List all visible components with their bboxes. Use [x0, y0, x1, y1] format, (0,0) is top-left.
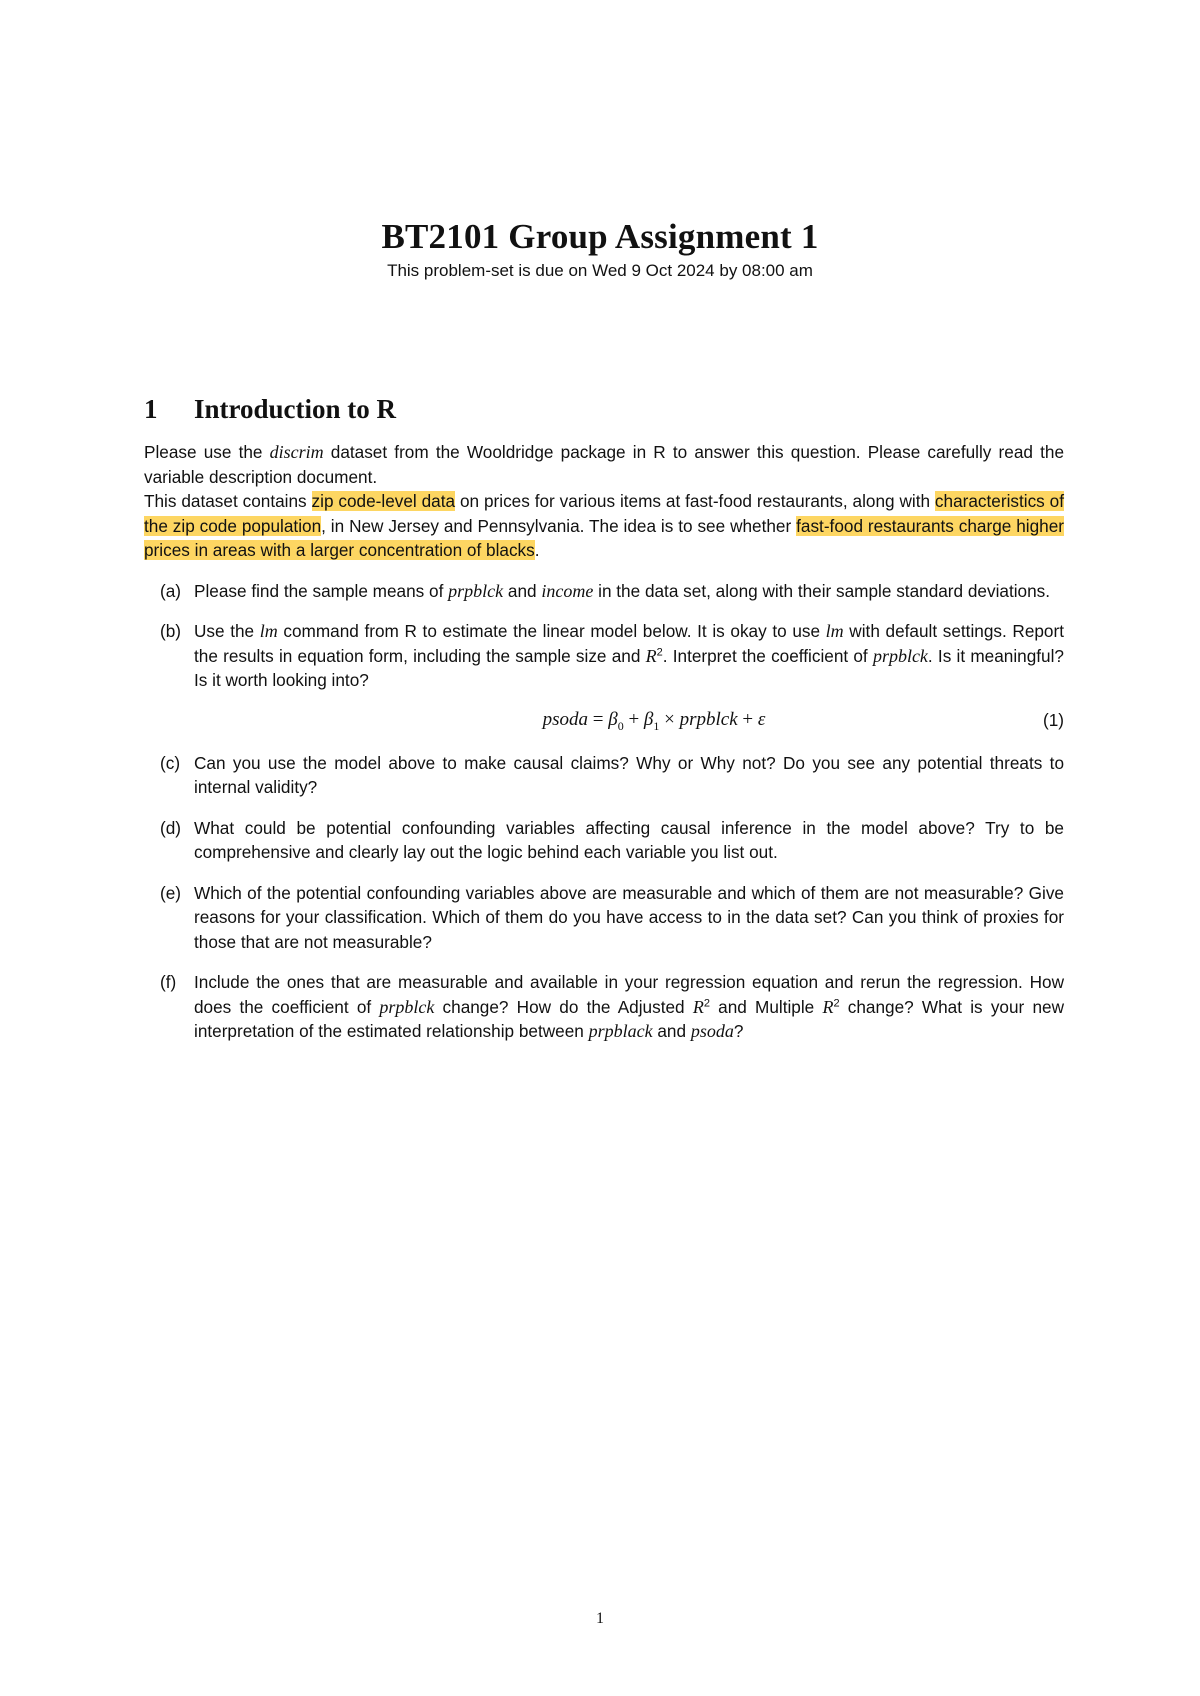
eq-subscript: 0 — [617, 718, 624, 733]
text-run: in the data set, along with their sample standard deviations. — [593, 580, 1051, 601]
question-label: (a) — [160, 580, 182, 601]
text-run: Use the — [194, 621, 260, 641]
question-e — [144, 881, 1064, 955]
command-name: lm — [825, 621, 844, 641]
eq-lhs: psoda — [542, 708, 589, 730]
text-run: dataset from the Wooldridge package in R to answer this question. Please carefully read the variable description document. — [144, 442, 1064, 487]
question-label: (d) — [160, 817, 182, 838]
superscript: 2 — [703, 996, 710, 1009]
text-run: Include the ones that are measurable and available in your regression equation and rerun the regression. How does the coefficient of — [194, 972, 1064, 1017]
question-f — [144, 970, 1064, 1044]
variable-name: psoda — [690, 1021, 734, 1041]
question-a — [144, 579, 1064, 604]
question-text: What could be potential confounding variables affecting causal inference in the model above? Try to be comprehensive and clearly lay out the logic behind each variable you list out. — [194, 817, 1064, 862]
text-run: Please use the — [144, 442, 270, 462]
eq-equals: = — [588, 708, 609, 730]
eq-plus: + — [737, 708, 758, 730]
text-run: command from R to estimate the linear model below. It is okay to use — [277, 621, 826, 641]
eq-plus: + — [623, 708, 644, 730]
question-list — [144, 579, 1064, 1044]
highlight-research-idea: fast-food restaurants charge higher prices in areas with a larger concentration of blacks — [144, 515, 1064, 560]
text-run: change? What is your new interpretation of the estimated relationship between — [194, 996, 1064, 1041]
question-c — [144, 751, 1064, 800]
text-run: on prices for various items at fast-food restaurants, along with — [455, 491, 935, 511]
equation-number: (1) — [1042, 709, 1064, 730]
text-run: . Interpret the coefficient of — [662, 645, 873, 666]
intro-paragraph-1 — [144, 440, 1064, 489]
variable-name: prpblck — [379, 996, 435, 1017]
document-subtitle: This problem-set is due on Wed 9 Oct 2024 by 08:00 am — [387, 261, 813, 280]
section-introduction — [144, 392, 1064, 1060]
variable-name: prpblack — [588, 1021, 653, 1041]
text-run: . — [534, 540, 540, 560]
highlight-characteristics: characteristics of the zip code population — [144, 491, 1064, 536]
command-name: lm — [259, 621, 278, 641]
text-run: This dataset contains — [144, 491, 312, 511]
eq-beta: β — [643, 708, 654, 730]
question-label: (b) — [160, 621, 182, 641]
text-run: and Multiple — [709, 996, 823, 1017]
dataset-name: discrim — [269, 442, 324, 462]
text-run: . Is it meaningful? Is it worth looking into? — [194, 645, 1064, 690]
text-run: Please find the sample means of — [194, 580, 449, 601]
page-number: 1 — [596, 1610, 604, 1627]
intro-paragraph-2 — [144, 489, 1064, 563]
text-run: , in New Jersey and Pennsylvania. The idea is to see whether — [321, 515, 797, 536]
eq-beta: β — [608, 708, 618, 730]
question-b — [144, 619, 1064, 735]
section-title: Introduction to R — [194, 394, 397, 424]
section-heading — [144, 392, 1064, 426]
text-run: ? — [733, 1021, 744, 1041]
question-label: (e) — [160, 882, 182, 903]
eq-subscript: 1 — [653, 718, 660, 733]
title-block — [0, 216, 1200, 282]
section-number: 1 — [144, 394, 158, 424]
r-squared-symbol: R — [692, 996, 704, 1017]
text-run: with default settings. Report the results in equation form, including the sample size and — [194, 621, 1064, 666]
text-run: and — [652, 1021, 691, 1041]
variable-name: prpblck — [872, 645, 928, 666]
r-squared-symbol: R — [645, 645, 657, 666]
question-label: (c) — [160, 752, 181, 773]
question-text — [194, 619, 1064, 693]
question-text — [194, 579, 1064, 604]
document-title: BT2101 Group Assignment 1 — [381, 217, 819, 256]
equation-body — [194, 705, 1114, 735]
variable-name: prpblck — [448, 580, 504, 601]
question-label: (f) — [160, 972, 177, 992]
superscript: 2 — [656, 645, 663, 658]
r-squared-symbol: R — [822, 996, 834, 1017]
question-text — [194, 970, 1064, 1044]
question-text: Can you use the model above to make causal claims? Why or Why not? Do you see any potential threats to internal validity? — [194, 752, 1064, 797]
text-run: and — [503, 580, 542, 601]
equation-1 — [194, 705, 1064, 735]
highlight-zip-code-data: zip code-level data — [311, 491, 456, 511]
eq-times: × — [659, 708, 680, 730]
variable-name: income — [541, 580, 594, 601]
text-run: change? How do the Adjusted — [434, 996, 693, 1017]
superscript: 2 — [833, 996, 840, 1009]
eq-epsilon: ε — [757, 708, 766, 730]
question-d — [144, 816, 1064, 865]
question-text: Which of the potential confounding variables above are measurable and which of them are not measurable? Give reasons for your classification. Which of them do you have access to in the data set? Can you think of proxies for those that are not measurable? — [194, 882, 1064, 952]
eq-variable: prpblck — [679, 708, 738, 730]
